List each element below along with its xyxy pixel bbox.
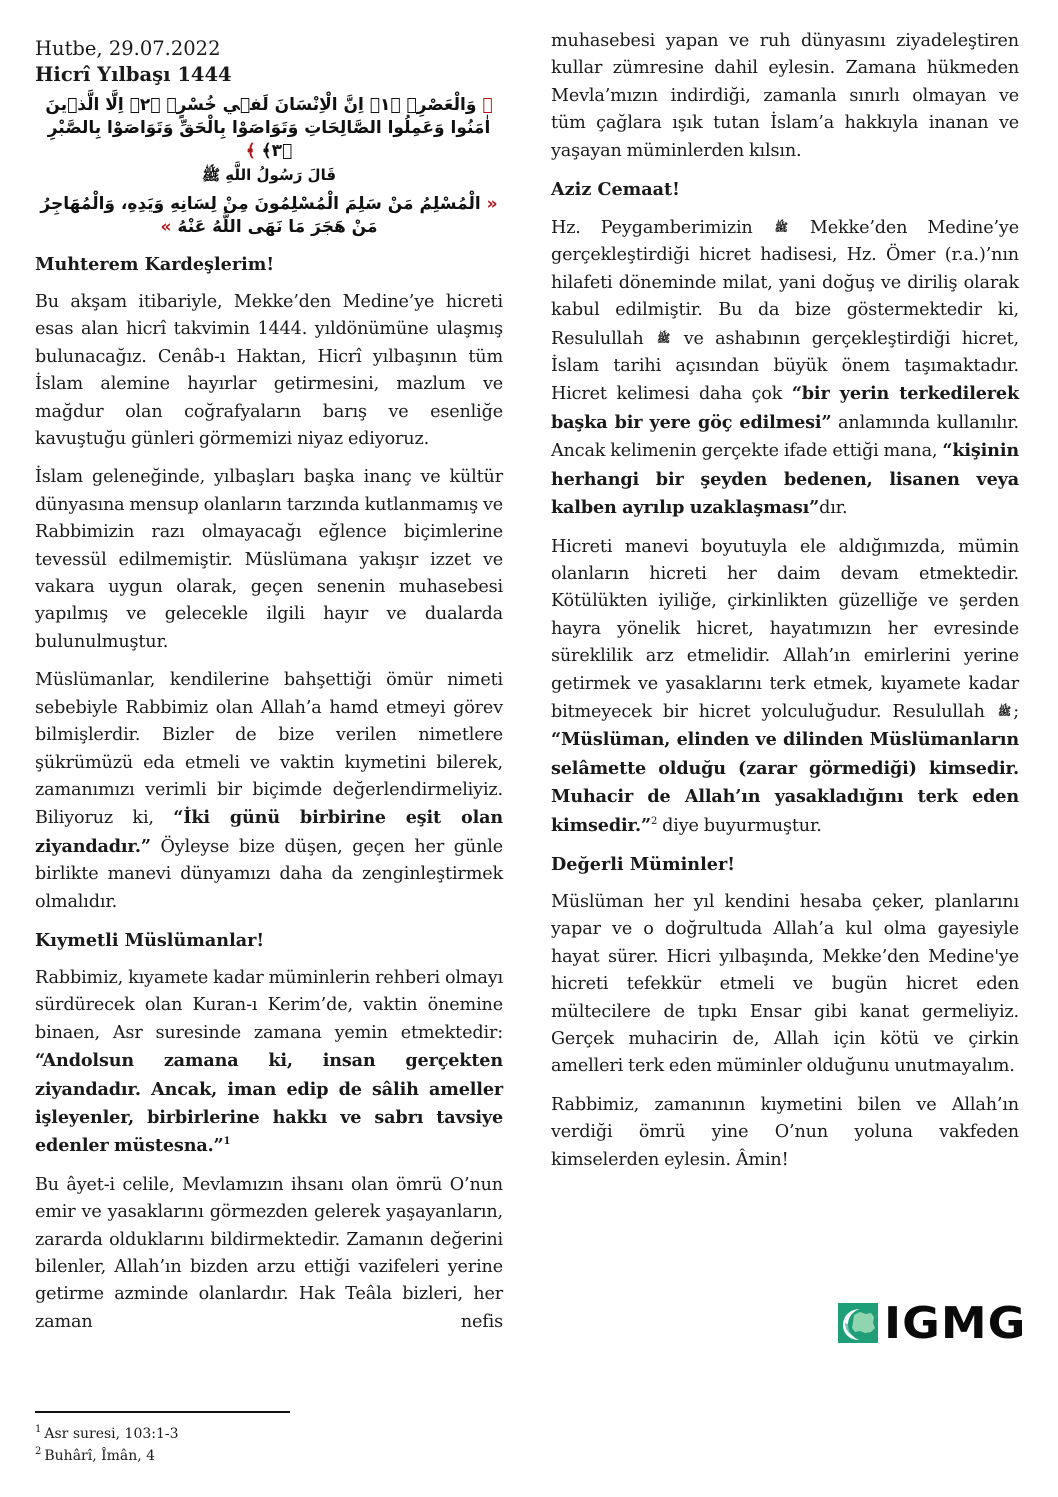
hadith-text: الْمُسْلِمُ مَنْ سَلِمَ الْمُسْلِمُونَ مِنْ لِسَانِهِ وَيَدِهِ، وَالْمُهَاجِرُ مَنْ هَجَرَ مَا نَهَى اللَّهُ عَنْهُ	[40, 194, 481, 237]
paragraph-6	[551, 214, 1019, 522]
paragraph-7-end: diye buyurmuştur.	[657, 815, 822, 836]
paragraph-7-quote: “Müslüman, elinden ve dilinden Müslümanların selâmette olduğu (zarar görmediği) kimsedir. Muhacir de Allah’ın yasakladığını terk eden kimsedir.”	[551, 729, 1019, 836]
footnote-ref-2[interactable]: 2	[650, 815, 658, 827]
salawat-icon: ﷺ	[656, 331, 671, 345]
verse-open-bracket: ﴿	[482, 95, 493, 115]
paragraph-7	[551, 534, 1019, 840]
paragraph-6-quote-2: “kişinin herhangi bir şeyden bedenen, lisanen veya kalben ayrılıp uzaklaşması”	[551, 440, 1019, 519]
paragraph-6-quote-1: “bir yerin terkedilerek başka bir yere göç edilmesi”	[551, 383, 1019, 433]
footnote-text: Asr suresi, 103:1-3	[44, 1426, 179, 1442]
paragraph-4	[35, 965, 503, 1161]
footnotes	[35, 1423, 495, 1467]
verse-text: وَالْعَصْرِۙ ﴿١﴾ اِنَّ الْاِنْسَانَ لَف۪ي خُسْرٍۙ ﴿٢﴾ اِلَّا الَّذ۪ينَ اٰمَنُوا وَعَمِلُوا الصَّالِحَاتِ وَتَوَاصَوْا بِالْحَقِّ وَتَوَاصَوْا بِالصَّبْرِ ﴿٣﴾	[45, 95, 491, 161]
paragraph-6-text-e: dır.	[819, 498, 848, 519]
footnote-number: 1	[35, 1424, 42, 1436]
paragraph-8: Müslüman her yıl kendini hesaba çeker, planlarını yapar ve o doğrultuda Allah’a kul olma gayesiyle hayat sürer. Hicri yılbaşında, Mekke’den Medine'ye hicreti tefekkür etmeli ve bugün hicret eden mültecilere de tıpkı Ensar gibi kanat germeliyiz. Gerçek muhacirin de, Allah için kötü ve çirkin amelleri terk eden müminler olduğunu unutmayalım.	[551, 891, 1019, 1077]
crescent-map-icon	[838, 1303, 878, 1343]
igmg-logo	[838, 1297, 1027, 1349]
paragraph-5-continued: muhasebesi yapan ve ruh dünyasını ziyadeleştiren kullar zümresine dahil eylesin. Zamana hükmeden Mevla’mızın indirdiği, zamanla sınırlı olmayan ve tüm çağlara ışık tutan İslam’a hakkıyla inanan ve yaşayan müminlerden kılsın.	[551, 31, 1019, 161]
paragraph-1: Bu akşam itibariyle, Mekke’den Medine’ye hicreti esas alan hicrî takvimin 1444. yıldönümüne ulaşmış bulunacağız. Cenâb-ı Haktan, Hicrî yılbaşının tüm İslam alemine hayırlar getirmesini, mazlum ve mağdur olan coğrafyaların barış ve esenliğe kavuştuğu günleri görmemizi niyaz ediyoruz.	[35, 292, 503, 450]
heading-degerli-muminler: Değerli Müminler!	[551, 853, 735, 875]
heading-aziz-cemaat: Aziz Cemaat!	[551, 179, 680, 201]
hadith-open-quote: «	[486, 194, 498, 214]
hadith-arabic	[35, 193, 503, 239]
hadith-close-quote: »	[160, 217, 172, 237]
paragraph-3	[35, 667, 503, 916]
sermon-date: Hutbe, 29.07.2022	[35, 37, 221, 60]
sermon-title: Hicrî Yılbaşı 1444	[35, 63, 232, 86]
left-column	[35, 36, 503, 1347]
paragraph-9: Rabbimiz, zamanının kıymetini bilen ve Allah’ın verdiği ömrü yine O’nun yoluna vakfeden kimselerden eylesin. Âmin!	[551, 1094, 1019, 1170]
logo-text: IGMG	[884, 1297, 1027, 1349]
salawat-icon: ﷺ	[997, 704, 1012, 718]
heading-kiymetli: Kıymetli Müslümanlar!	[35, 929, 265, 951]
right-column	[551, 28, 1019, 1185]
paragraph-6-text-b: Mekke’den Medine’ye gerçekleştirdiği hicret hadisesi, Hz. Ömer (r.a.)’nın hilafeti döneminde milat, yani doğuş ve diriliş olarak kabul edilmiştir. Bu da bize göstermektedir ki, Resulullah	[551, 218, 1019, 349]
footnote-1	[35, 1423, 495, 1445]
paragraph-7-text-a: Hicreti manevi boyutuyla ele aldığımızda, mümin olanların hicreti her daim devam etmektedir. Kötülükten iyiliğe, çirkinlikten güzelliğe ve şerden hayra yönelik hicret, hayatımızın her evresinde süreklilik arz etmelidir. Allah’ın emirlerini yerine getirmek ve yasaklarını terk etmek, kıyamete kadar bitmeyecek bir hicret yolculuğudur. Resulullah	[551, 536, 1019, 722]
paragraph-4-text: Rabbimiz, kıyamete kadar müminlerin rehberi olmayı sürdürecek olan Kuran-ı Kerim’de, vaktin önemine binaen, Asr suresinde zamana yemin etmektedir:	[35, 967, 503, 1043]
paragraph-7-text-b: ;	[1013, 701, 1019, 722]
paragraph-3-quote: “İki günü birbirine eşit olan ziyandadır.”	[35, 807, 503, 857]
paragraph-2: İslam geleneğinde, yılbaşları başka inanç ve kültür dünyasına mensup olanların tarzında kutlanmamış ve Rabbimizin razı olmayacağı eğlence biçimlerine tevessül edilmemiştir. Müslümana yakışır izzet ve vakara uygun olarak, geçen senenin muhasebesi yapılmış ve gelecekle ilgili hayır ve dualarda bulunulmuştur.	[35, 467, 503, 652]
footnote-divider	[35, 1411, 290, 1413]
footnote-2	[35, 1445, 495, 1467]
salawat-icon: ﷺ	[774, 221, 788, 235]
paragraph-6-text-c: ve ashabının gerçekleştirdiği hicret, İslam tarihi açısından büyük önem taşımaktadır. Hicret kelimesi daha çok	[551, 328, 1019, 405]
footnote-ref-1[interactable]: 1	[223, 1136, 231, 1148]
quran-verse	[35, 94, 503, 163]
prophet-says: قَالَ رَسُولُ اللَّهِ ﷺ	[201, 166, 337, 184]
footnote-number: 2	[35, 1446, 42, 1458]
verse-close-bracket: ﴾	[245, 141, 256, 161]
paragraph-4-quote: “Andolsun zamana ki, insan gerçekten ziyandadır. Ancak, iman edip de sâlih ameller işleyenler, birbirlerine hakkı ve sabrı tavsiye edenler müstesna.”	[35, 1050, 503, 1157]
paragraph-3-end: Öyleyse bize düşen, geçen her günle birlikte manevi dünyamızı daha da zenginleştirmek olmalıdır.	[35, 836, 503, 912]
crescent-map-svg	[838, 1303, 878, 1343]
heading-muhterem: Muhterem Kardeşlerim!	[35, 254, 275, 275]
paragraph-5: Bu âyet-i celile, Mevlamızın ihsanı olan ömrü O’nun emir ve yasaklarını görmezden gelerek yaşayanların, zararda olduklarını bildirmektedir. Zamanın değerini bilenler, Allah’ın bizden arzu ettiği vazifeleri yerine getirme azminde olanlardır. Hak Teâla bizleri, her zaman nefis	[35, 1174, 503, 1332]
paragraph-6-text-d: anlamında kullanılır. Ancak kelimenin gerçekte ifade ettiği mana,	[551, 412, 1020, 462]
paragraph-6-text-a: Hz. Peygamberimizin	[551, 218, 773, 239]
paragraph-3-text: Müslümanlar, kendilerine bahşettiği ömür nimeti sebebiyle Rabbimiz olan Allah’a hamd etmeyi görev bilmişlerdir. Bizler de bize verilen nimetlere şükrümüzü eda etmeli ve vaktin kıymetini bilerek, zamanımızı verimli bir biçimde değerlendirmeliyiz. Biliyoruz ki,	[35, 670, 503, 829]
footnote-text: Buhârî, Îmân, 4	[44, 1448, 156, 1464]
